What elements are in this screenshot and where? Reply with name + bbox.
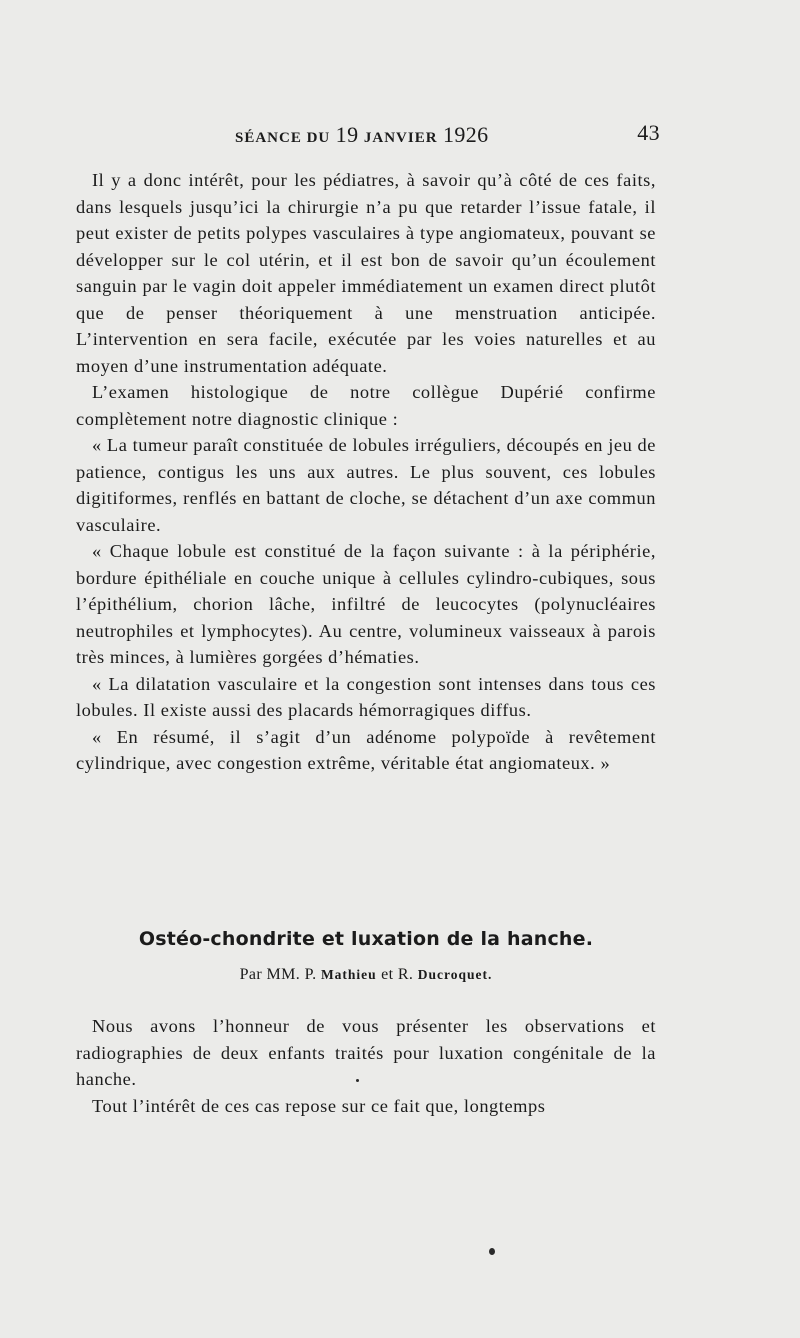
header-month: JANVIER <box>363 130 438 146</box>
byline-prefix: Par MM. P. <box>239 966 317 983</box>
paragraph: « En résumé, il s’agit d’un adénome polypoïde à revêtement cylindrique, avec congestion extrême, véritable état angiomateux. » <box>76 726 656 773</box>
header-year: 1926 <box>442 122 489 147</box>
paragraph: « Chaque lobule est constitué de la façon suivante : à la périphérie, bordure épithéliale en couche unique à cellules cylindro-cubiques, sous l’épithélium, chorion lâche, infiltré de leucocytes (polynucléaires neutrophiles et lymphocytes). Au centre, volumineux vaisseaux à parois très minces, à lumières gorgées d’hématies. <box>76 541 656 667</box>
paragraph: « La tumeur paraît constituée de lobules irréguliers, découpés en jeu de patience, contigus les uns aux autres. Le plus souvent, ces lobules digitiformes, renflés en battant de cloche, se détachent d’un axe commun vasculaire. <box>76 435 656 535</box>
running-head <box>235 122 660 152</box>
header-date-number: 19 <box>335 122 359 147</box>
byline-mid: et R. <box>381 966 414 983</box>
paragraph: L’examen histologique de notre collègue Dupérié confirme complètement notre diagnostic clinique : <box>76 382 656 429</box>
ink-speck <box>356 1079 359 1082</box>
author-ducroquet: Ducroquet. <box>417 967 493 982</box>
paragraph: Tout l’intérêt de ces cas repose sur ce fait que, longtemps <box>92 1095 546 1116</box>
byline <box>76 966 656 984</box>
section-body-text <box>76 1013 656 1119</box>
running-head-title <box>235 122 489 148</box>
page-number: 43 <box>637 120 660 145</box>
paragraph: « La dilatation vasculaire et la congestion sont intenses dans tous ces lobules. Il existe aussi des placards hémorragiques diffus. <box>76 673 656 720</box>
paragraph: Nous avons l’honneur de vous présenter les observations et radiographies de deux enfants traités pour luxation congénitale de la hanche. <box>76 1016 656 1089</box>
author-mathieu: Mathieu <box>320 967 377 982</box>
paragraph: Il y a donc intérêt, pour les pédiatres, à savoir qu’à côté de ces faits, dans lesquels jusqu’ici la chirurgie n’a pu que retarder l’issue fatale, il peut exister de petits polypes vasculaires à type angiomateux, pouvant se développer sur le col utérin, et il est bon de savoir qu’un écoulement sanguin par le vagin doit appeler immédiatement un examen direct plutôt que de penser théoriquement à une menstruation anticipée. L’intervention en sera facile, exécutée par les voies naturelles et au moyen d’une instrumentation adéquate. <box>76 170 656 376</box>
body-text <box>76 167 656 777</box>
header-seance: SÉANCE DU <box>235 130 331 146</box>
ink-speck <box>489 1248 495 1255</box>
section-heading: Ostéo-chondrite et luxation de la hanche. <box>138 928 594 950</box>
